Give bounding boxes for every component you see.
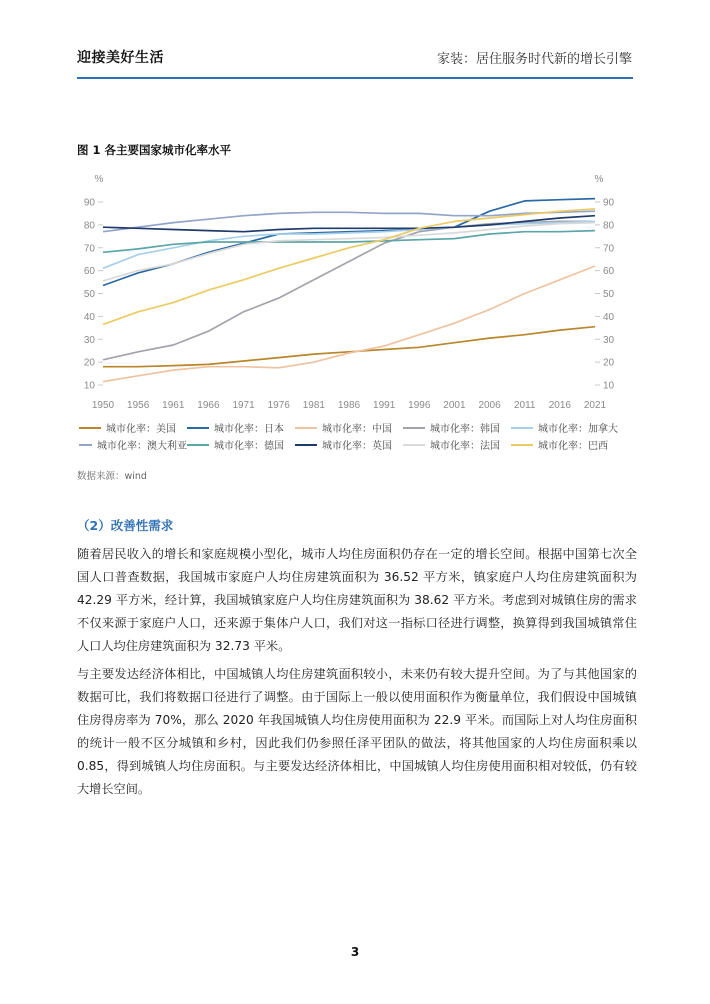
series-line-2 (103, 266, 595, 382)
legend-label: 城市化率：英国 (322, 441, 392, 452)
paragraph-1: 随着居民收入的增长和家庭规模小型化，城市人均住房面积仍存在一定的增长空间。根据中国第七次全国人口普查数据，我国城市家庭户人均住房建筑面积为 36.52 平方米，镇家庭户人均住房建筑面积为 42.29 平方米，经计算，我国城镇家庭户人均住房建筑面积为 38.62 平方米。考虑到对城镇住房的需求不仅来源于家庭户人口，还来源于集体户人口，我们对这一指标口径进行调整，换算得到我国城镇常住人口人均住房建筑面积为 32.73 平米。 (77, 547, 637, 653)
legend-row (79, 436, 639, 453)
legend-item (295, 437, 403, 452)
legend-swatch (187, 444, 209, 446)
x-tick-label: 1981 (302, 400, 325, 408)
y-tick-label-right: 40 (603, 311, 615, 323)
x-tick-label: 1976 (267, 400, 290, 408)
legend-label: 城市化率：日本 (214, 424, 284, 435)
chart-legend (79, 419, 639, 453)
legend-label: 城市化率：美国 (106, 424, 176, 435)
legend-label: 城市化率：法国 (430, 441, 500, 452)
y-tick-label-right: 70 (603, 243, 615, 255)
x-tick-label: 1961 (162, 400, 185, 408)
x-tick-label: 1966 (197, 400, 220, 408)
y-tick-label-right: 10 (603, 380, 615, 392)
legend-swatch (403, 444, 425, 446)
x-tick-label: 2011 (513, 400, 536, 408)
legend-item (403, 437, 511, 452)
y-tick-label-left: 90 (83, 197, 95, 209)
y-tick-label-left: 50 (83, 289, 95, 300)
legend-swatch (511, 427, 533, 429)
data-source-note: 数据来源：wind (77, 471, 147, 482)
x-tick-label: 1991 (373, 400, 396, 408)
legend-swatch (295, 444, 317, 446)
y-tick-label-left: 80 (83, 220, 95, 232)
y-tick-label-right: 20 (603, 357, 615, 369)
report-title: 家装：居住服务时代新的增长引擎 (436, 52, 632, 67)
y-tick-label-right: 50 (603, 289, 615, 300)
legend-item (187, 420, 295, 435)
legend-swatch (403, 427, 425, 429)
x-tick-label: 1996 (408, 400, 431, 408)
y-tick-label-left: 20 (83, 357, 95, 369)
y-axis-unit-left: % (94, 174, 104, 185)
page-number: 3 (350, 945, 360, 959)
x-tick-label: 2016 (548, 400, 571, 408)
legend-item (295, 420, 403, 435)
y-axis-unit-right: % (594, 174, 604, 185)
legend-label: 城市化率：德国 (214, 441, 284, 452)
series-line-6 (103, 231, 595, 253)
x-tick-label: 1971 (232, 400, 255, 408)
urbanization-line-chart (77, 168, 637, 408)
y-tick-label-left: 30 (83, 334, 95, 346)
header-divider (77, 77, 633, 79)
legend-label: 城市化率：加拿大 (538, 424, 618, 435)
legend-swatch (187, 427, 209, 429)
x-tick-label: 1950 (91, 400, 115, 408)
y-tick-label-right: 80 (603, 220, 615, 232)
legend-swatch (79, 444, 92, 446)
legend-item (403, 420, 511, 435)
series-line-0 (103, 327, 595, 367)
x-tick-label: 2006 (478, 400, 501, 408)
x-tick-label: 2021 (583, 400, 607, 408)
legend-swatch (511, 444, 533, 446)
page-header (0, 0, 710, 80)
section-heading: （2）改善性需求 (77, 518, 174, 533)
x-tick-label: 1956 (127, 400, 150, 408)
legend-item (511, 420, 619, 435)
legend-item (187, 437, 295, 452)
y-tick-label-left: 60 (83, 266, 95, 278)
legend-row (79, 419, 639, 436)
legend-label: 城市化率：巴西 (538, 441, 608, 452)
y-tick-label-left: 70 (83, 243, 95, 255)
legend-item (79, 420, 187, 435)
legend-label: 城市化率：中国 (322, 424, 392, 435)
y-tick-label-left: 40 (83, 311, 95, 323)
figure-title: 图 1 各主要国家城市化率水平 (77, 143, 232, 157)
brand-slogan: 迎接美好生活 (77, 50, 164, 66)
paragraph-2: 与主要发达经济体相比，中国城镇人均住房建筑面积较小，未来仍有较大提升空间。为了与其他国家的数据可比，我们将数据口径进行了调整。由于国际上一般以使用面积作为衡量单位，我们假设中国城镇住房得房率为 70%，那么 2020 年我国城镇人均住房使用面积为 22.9 平米。而国际上对人均住房面积的统计一般不区分城镇和乡村，因此我们仍参照任泽平团队的做法，将其他国家的人均住房面积乘以 0.85，得到城镇人均住房面积。与主要发达经济体相比，中国城镇人均住房使用面积相对较低，仍有较大增长空间。 (77, 667, 637, 796)
y-tick-label-left: 10 (83, 380, 95, 392)
legend-item (79, 437, 187, 452)
x-tick-label: 2001 (443, 400, 466, 408)
y-tick-label-right: 90 (603, 197, 615, 209)
legend-label: 城市化率：澳大利亚 (97, 441, 187, 452)
legend-swatch (79, 427, 101, 429)
legend-label: 城市化率：韩国 (430, 424, 500, 435)
y-tick-label-right: 30 (603, 334, 615, 346)
legend-swatch (295, 427, 317, 429)
y-tick-label-right: 60 (603, 266, 615, 278)
x-tick-label: 1986 (337, 400, 361, 408)
legend-item (511, 437, 619, 452)
